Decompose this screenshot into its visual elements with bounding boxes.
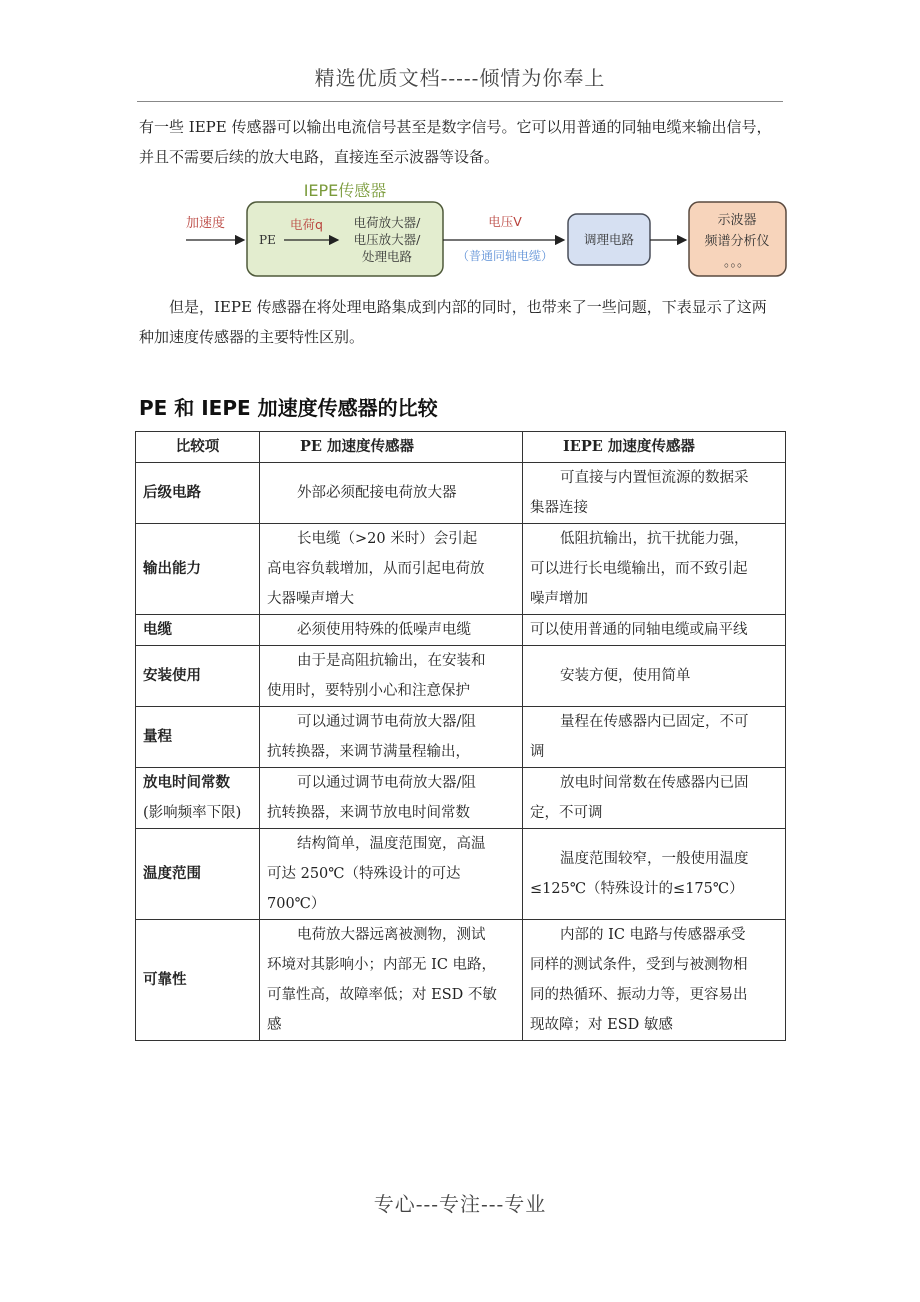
iepe-block-diagram <box>180 178 792 282</box>
comparison-table <box>135 431 786 1041</box>
iepe-cell-line: 可直接与内置恒流源的数据采 <box>560 470 749 486</box>
header-iepe: IEPE 加速度传感器 <box>523 432 786 463</box>
iepe-cell <box>523 646 786 707</box>
page-footer: 专心---专注---专业 <box>373 1192 547 1216</box>
iepe-cell-line: 集器连接 <box>530 500 588 516</box>
amplifier-line-3: 处理电路 <box>361 249 413 264</box>
iepe-cell-line: 噪声增加 <box>530 591 588 607</box>
row-label <box>136 768 260 829</box>
conditioning-label: 调理电路 <box>583 232 635 247</box>
pe-cell-line: 必须使用特殊的低噪声电缆 <box>297 622 471 638</box>
header-item: 比较项 <box>136 432 260 463</box>
pe-cell-line: 使用时，要特别小心和注意保护 <box>267 683 470 699</box>
iepe-cell-line: ≤125℃（特殊设计的≤175℃） <box>530 881 744 897</box>
cable-label: （普通同轴电缆） <box>456 249 554 263</box>
intro-paragraph: 有一些 IEPE 传感器可以输出电流信号甚至是数字信号。它可以用普通的同轴电缆来输出信号，并且不需要后续的放大电路，直接连至示波器等设备。 <box>139 118 772 166</box>
row-label-text: 放电时间常数 <box>143 774 230 791</box>
iepe-cell-line: 内部的 IC 电路与传感器承受 <box>560 927 746 943</box>
iepe-cell-line: 可以使用普通的同轴电缆或扁平线 <box>530 622 748 638</box>
table-row <box>136 707 786 768</box>
header-divider <box>137 101 783 102</box>
row-label <box>136 646 260 707</box>
pe-cell-line: 可靠性高，故障率低；对 ESD 不敏 <box>267 987 497 1003</box>
iepe-cell <box>523 524 786 615</box>
table-row <box>136 920 786 1041</box>
pe-cell-line: 抗转换器，来调节放电时间常数 <box>267 805 470 821</box>
pe-cell-line: 外部必须配接电荷放大器 <box>297 485 457 501</box>
row-label-text: 量程 <box>143 728 172 745</box>
pe-cell <box>260 524 523 615</box>
row-label-text: 输出能力 <box>143 560 201 577</box>
iepe-cell-line: 低阻抗输出，抗干扰能力强， <box>560 531 749 547</box>
amplifier-line-2: 电压放大器/ <box>353 232 421 247</box>
page-header-title: 精选优质文档-----倾情为你奉上 <box>314 66 606 90</box>
pe-cell-line: 抗转换器，来调节满量程输出， <box>267 744 470 760</box>
table-row <box>136 524 786 615</box>
iepe-cell-line: 可以进行长电缆输出，而不致引起 <box>530 561 748 577</box>
pe-cell-line: 环境对其影响小；内部无 IC 电路， <box>267 957 497 973</box>
pe-cell-line: 高电容负载增加，从而引起电荷放 <box>267 561 485 577</box>
iepe-cell <box>523 768 786 829</box>
row-label <box>136 707 260 768</box>
row-label <box>136 463 260 524</box>
pe-cell <box>260 615 523 646</box>
iepe-cell <box>523 829 786 920</box>
iepe-cell-line: 量程在传感器内已固定，不可 <box>560 714 749 730</box>
pe-cell <box>260 463 523 524</box>
pe-cell-line: 电荷放大器远离被测物，测试 <box>297 927 486 943</box>
row-label <box>136 920 260 1041</box>
table-row <box>136 463 786 524</box>
amplifier-line-1: 电荷放大器/ <box>353 215 421 230</box>
iepe-cell <box>523 707 786 768</box>
pe-cell <box>260 920 523 1041</box>
pe-cell <box>260 829 523 920</box>
iepe-cell-line: 定，不可调 <box>530 805 603 821</box>
output-line-2: 频谱分析仪 <box>704 234 770 249</box>
pe-element-label: PE <box>259 233 276 247</box>
sensor-title: IEPE传感器 <box>303 181 387 200</box>
pe-cell <box>260 707 523 768</box>
iepe-cell-line: 现故障；对 ESD 敏感 <box>530 1017 673 1033</box>
pe-cell <box>260 768 523 829</box>
output-line-1: 示波器 <box>717 213 757 228</box>
pe-cell-line: 可以通过调节电荷放大器/阻 <box>297 775 476 791</box>
pe-cell-line: 700℃） <box>267 896 326 912</box>
followup-paragraph: 但是，IEPE 传感器在将处理电路集成到内部的同时，也带来了一些问题，下表显示了这两种加速度传感器的主要特性区别。 <box>139 298 767 346</box>
row-label-text: 温度范围 <box>143 865 201 882</box>
pe-cell-line: 大器噪声增大 <box>267 591 354 607</box>
row-label-text: 安装使用 <box>143 667 201 684</box>
pe-cell-line: 可以通过调节电荷放大器/阻 <box>297 714 476 730</box>
iepe-cell-line: 温度范围较窄，一般使用温度 <box>560 851 749 867</box>
table-header-row <box>136 432 786 463</box>
row-label-text: 后级电路 <box>143 484 201 501</box>
table-row <box>136 829 786 920</box>
output-line-3: 。。。 <box>723 255 751 270</box>
iepe-cell <box>523 615 786 646</box>
pe-cell-line: 感 <box>267 1017 282 1033</box>
table-row <box>136 646 786 707</box>
table-body <box>136 463 786 1041</box>
row-label-text: 电缆 <box>143 621 172 638</box>
section-heading: PE 和 IEPE 加速度传感器的比较 <box>139 396 438 420</box>
pe-cell-line: 长电缆（>20 米时）会引起 <box>297 531 478 547</box>
iepe-cell-line: 放电时间常数在传感器内已固 <box>560 775 749 791</box>
row-label-subtext: (影响频率下限) <box>143 805 242 821</box>
iepe-cell-line: 安装方便，使用简单 <box>560 668 691 684</box>
iepe-cell-line: 同样的测试条件，受到与被测物相 <box>530 957 748 973</box>
iepe-cell-line: 调 <box>530 744 545 760</box>
pe-cell-line: 由于是高阻抗输出，在安装和 <box>297 653 486 669</box>
input-label: 加速度 <box>186 216 226 231</box>
row-label <box>136 829 260 920</box>
iepe-cell <box>523 920 786 1041</box>
voltage-label: 电压V <box>488 214 522 229</box>
pe-cell-line: 结构简单，温度范围宽，高温 <box>297 836 486 852</box>
table-row <box>136 768 786 829</box>
row-label-text: 可靠性 <box>143 971 187 988</box>
charge-label: 电荷q <box>290 217 323 232</box>
header-pe: PE 加速度传感器 <box>260 432 523 463</box>
pe-cell <box>260 646 523 707</box>
pe-cell-line: 可达 250℃（特殊设计的可达 <box>267 866 461 882</box>
iepe-cell-line: 同的热循环、振动力等，更容易出 <box>530 987 748 1003</box>
row-label <box>136 524 260 615</box>
row-label <box>136 615 260 646</box>
table-row <box>136 615 786 646</box>
iepe-cell <box>523 463 786 524</box>
